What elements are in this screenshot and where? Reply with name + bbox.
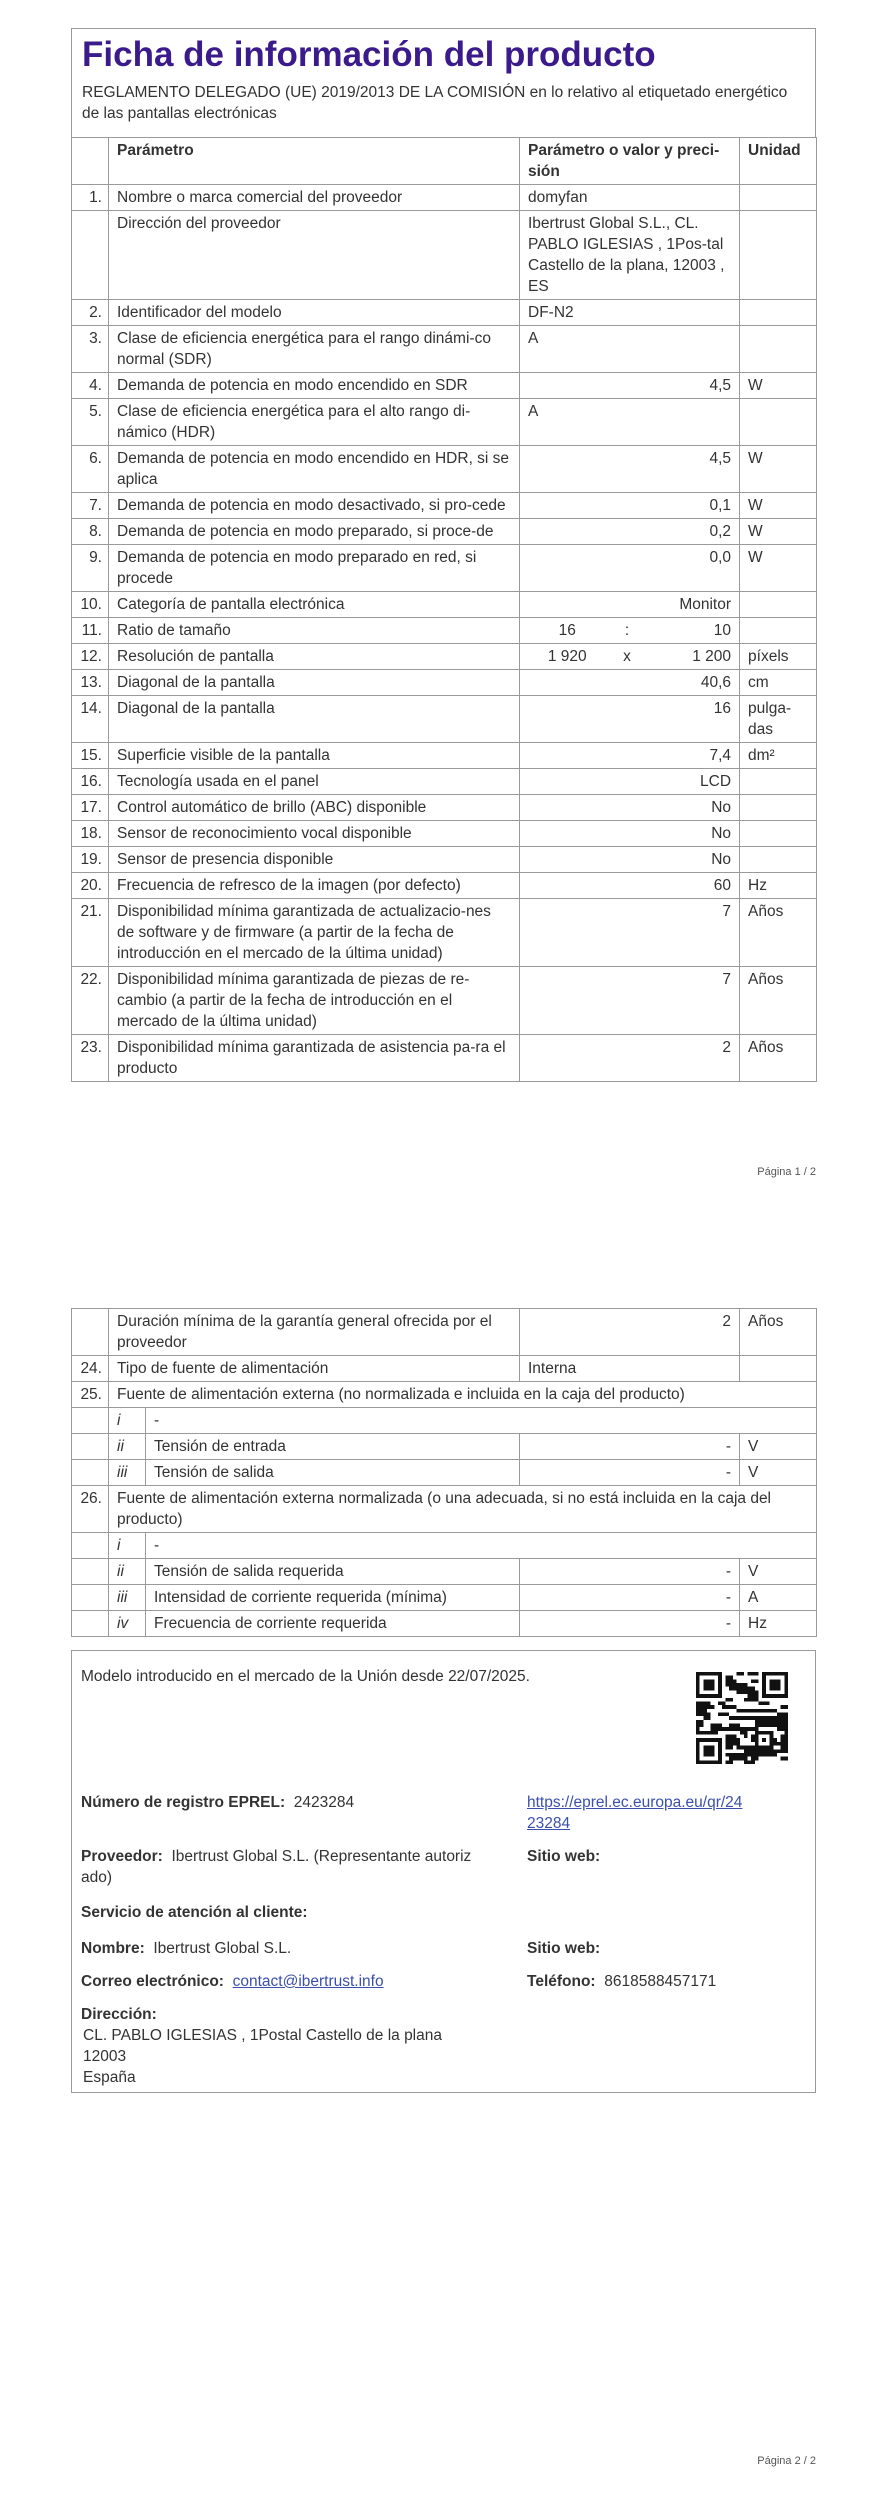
- sub-row: [72, 1408, 817, 1434]
- sub-unit: V: [740, 1559, 817, 1585]
- sub-index: iii: [109, 1460, 146, 1486]
- row-number: 4.: [72, 373, 109, 399]
- eprel-link[interactable]: [527, 1792, 742, 1834]
- sub-row: [72, 1559, 817, 1585]
- row-parameter: Control automático de brillo (ABC) disponible: [109, 795, 520, 821]
- table-row: [72, 696, 817, 743]
- sub-value: -: [520, 1434, 740, 1460]
- row-parameter: Demanda de potencia en modo encendido en HDR, si se aplica: [109, 446, 520, 493]
- row-number: 7.: [72, 493, 109, 519]
- eprel-link-line-2[interactable]: 23284: [527, 1815, 571, 1832]
- sub-row: [72, 1585, 817, 1611]
- row-parameter: Duración mínima de la garantía general ofrecida por el proveedor: [109, 1309, 520, 1356]
- row-value: Ibertrust Global S.L., CL. PABLO IGLESIAS , 1Pos-tal Castello de la plana, 12003 , ES: [520, 211, 740, 300]
- row-value: 2: [520, 1035, 740, 1082]
- row-value: 0,1: [520, 493, 740, 519]
- sub-value: -: [520, 1585, 740, 1611]
- row-unit: [740, 821, 817, 847]
- row-number: [72, 1408, 109, 1434]
- supplier-info-box: [71, 1650, 816, 2093]
- row-unit: [740, 399, 817, 446]
- row-parameter: Sensor de presencia disponible: [109, 847, 520, 873]
- row-parameter: Nombre o marca comercial del proveedor: [109, 185, 520, 211]
- row-number: 17.: [72, 795, 109, 821]
- row-value-a: 16: [520, 618, 615, 644]
- row-unit: píxels: [740, 644, 817, 670]
- row-unit: Años: [740, 1035, 817, 1082]
- row-parameter: Sensor de reconocimiento vocal disponible: [109, 821, 520, 847]
- row-value: 16: [520, 696, 740, 743]
- row-parameter: Demanda de potencia en modo preparado en red, si procede: [109, 545, 520, 592]
- row-number: 15.: [72, 743, 109, 769]
- product-sheet-header: [71, 28, 816, 138]
- row-unit: [740, 618, 817, 644]
- parameter-table-wrap: [71, 137, 817, 1082]
- supplier-label: Proveedor:: [81, 1848, 163, 1865]
- row-parameter: Categoría de pantalla electrónica: [109, 592, 520, 618]
- table-row: [72, 795, 817, 821]
- parameter-table: [71, 137, 817, 1082]
- sub-row: [72, 1460, 817, 1486]
- row-unit: [740, 592, 817, 618]
- row-parameter: Superficie visible de la pantalla: [109, 743, 520, 769]
- row-number: 21.: [72, 899, 109, 967]
- row-value: A: [520, 326, 740, 373]
- email-link[interactable]: contact@ibertrust.info: [232, 1973, 384, 1990]
- row-value: No: [520, 821, 740, 847]
- row-unit: [740, 326, 817, 373]
- row-parameter: Disponibilidad mínima garantizada de actualizacio-nes de software y de firmware (a partir de la fecha de introducción en el mercado de la última unidad): [109, 899, 520, 967]
- row-value: A: [520, 399, 740, 446]
- parameter-table-body: [72, 185, 817, 1082]
- sub-value: -: [520, 1559, 740, 1585]
- row-value-separator: x: [615, 644, 640, 670]
- address-line: España: [83, 2069, 136, 2086]
- row-number: 25.: [72, 1382, 109, 1408]
- table-row: [72, 644, 817, 670]
- row-unit: dm²: [740, 743, 817, 769]
- name-value: Ibertrust Global S.L.: [153, 1940, 292, 1957]
- table-row: [72, 592, 817, 618]
- row-unit: [740, 769, 817, 795]
- page-number-2: Página 2 / 2: [757, 2455, 816, 2467]
- row-unit: W: [740, 519, 817, 545]
- row-number: 23.: [72, 1035, 109, 1082]
- row-unit: pulga-das: [740, 696, 817, 743]
- row-number: 22.: [72, 967, 109, 1035]
- row-parameter: Clase de eficiencia energética para el rango dinámi-co normal (SDR): [109, 326, 520, 373]
- customer-service-heading: Servicio de atención al cliente:: [81, 1904, 308, 1921]
- row-unit: Años: [740, 899, 817, 967]
- table-row: [72, 493, 817, 519]
- table-row: [72, 446, 817, 493]
- row-number: [72, 1309, 109, 1356]
- table-row: [72, 1035, 817, 1082]
- row-number: 12.: [72, 644, 109, 670]
- row-number: [72, 1585, 109, 1611]
- row-number: 11.: [72, 618, 109, 644]
- row-number: 18.: [72, 821, 109, 847]
- supplier-website-label: Sitio web:: [527, 1848, 601, 1865]
- sub-row: [72, 1611, 817, 1637]
- row-number: [72, 1460, 109, 1486]
- row-value: No: [520, 847, 740, 873]
- row-parameter: Demanda de potencia en modo encendido en SDR: [109, 373, 520, 399]
- row-unit: [740, 847, 817, 873]
- eprel-label: Número de registro EPREL:: [81, 1794, 286, 1811]
- service-name: [81, 1938, 291, 1959]
- row-parameter: Tipo de fuente de alimentación: [109, 1356, 520, 1382]
- row-unit: W: [740, 545, 817, 592]
- row-unit: [740, 1356, 817, 1382]
- address-line: 12003: [83, 2048, 127, 2065]
- row-value-b: 10: [640, 618, 740, 644]
- sub-index: ii: [109, 1559, 146, 1585]
- row-value: 2: [520, 1309, 740, 1356]
- row-number: 26.: [72, 1486, 109, 1533]
- sub-parameter: Tensión de salida: [146, 1460, 520, 1486]
- sub-index: i: [109, 1533, 146, 1559]
- row-parameter: Diagonal de la pantalla: [109, 696, 520, 743]
- table-row: [72, 1486, 817, 1533]
- row-value-separator: :: [615, 618, 640, 644]
- header-number: [72, 138, 109, 185]
- table-header-row: [72, 138, 817, 185]
- row-value: 60: [520, 873, 740, 899]
- table-row: [72, 326, 817, 373]
- supplier-value: Ibertrust Global S.L. (Representante autoriz: [171, 1848, 472, 1865]
- sub-index: iii: [109, 1585, 146, 1611]
- row-value: Interna: [520, 1356, 740, 1382]
- supplier: [81, 1846, 511, 1888]
- row-value: LCD: [520, 769, 740, 795]
- row-parameter: Fuente de alimentación externa (no normalizada e incluida en la caja del producto): [109, 1382, 817, 1408]
- row-value: 7: [520, 967, 740, 1035]
- row-parameter: Demanda de potencia en modo preparado, si proce-de: [109, 519, 520, 545]
- row-value: 0,2: [520, 519, 740, 545]
- sub-unit: V: [740, 1434, 817, 1460]
- table-row: [72, 373, 817, 399]
- table-row: [72, 545, 817, 592]
- service-phone: [527, 1971, 716, 1992]
- sub-row: [72, 1434, 817, 1460]
- regulation-subtitle: REGLAMENTO DELEGADO (UE) 2019/2013 DE LA COMISIÓN en lo relativo al etiquetado energético de las pantallas electrónicas: [82, 84, 788, 122]
- row-value-b: 1 200: [640, 644, 740, 670]
- row-number: 8.: [72, 519, 109, 545]
- row-parameter: Fuente de alimentación externa normalizada (o una adecuada, si no está incluida en la caja del producto): [109, 1486, 817, 1533]
- eprel-registration: [81, 1792, 354, 1813]
- table-row: [72, 743, 817, 769]
- sub-parameter: Tensión de salida requerida: [146, 1559, 520, 1585]
- eprel-link-line-1[interactable]: https://eprel.ec.europa.eu/qr/24: [527, 1794, 743, 1811]
- sub-parameter: -: [146, 1408, 817, 1434]
- table-row: [72, 1356, 817, 1382]
- row-value: 7: [520, 899, 740, 967]
- address-label: Dirección:: [81, 2006, 157, 2023]
- sub-parameter: Tensión de entrada: [146, 1434, 520, 1460]
- table-row: [72, 211, 817, 300]
- row-number: 14.: [72, 696, 109, 743]
- row-value: 40,6: [520, 670, 740, 696]
- row-parameter: Tecnología usada en el panel: [109, 769, 520, 795]
- row-number: 20.: [72, 873, 109, 899]
- row-value: 0,0: [520, 545, 740, 592]
- row-number: [72, 1434, 109, 1460]
- row-number: 5.: [72, 399, 109, 446]
- row-unit: [740, 211, 817, 300]
- table-row: [72, 185, 817, 211]
- row-value: 4,5: [520, 373, 740, 399]
- sub-row: [72, 1533, 817, 1559]
- row-unit: Hz: [740, 873, 817, 899]
- table-row: [72, 1309, 817, 1356]
- page-title: Ficha de información del producto: [82, 35, 656, 74]
- row-number: 16.: [72, 769, 109, 795]
- row-number: 19.: [72, 847, 109, 873]
- row-unit: [740, 795, 817, 821]
- row-value: 7,4: [520, 743, 740, 769]
- row-parameter: Frecuencia de refresco de la imagen (por defecto): [109, 873, 520, 899]
- phone-label: Teléfono:: [527, 1973, 596, 1990]
- row-unit: W: [740, 373, 817, 399]
- row-unit: [740, 300, 817, 326]
- row-parameter: Diagonal de la pantalla: [109, 670, 520, 696]
- address-line: CL. PABLO IGLESIAS , 1Postal Castello de la plana: [83, 2027, 442, 2044]
- table-row: [72, 899, 817, 967]
- row-parameter: Disponibilidad mínima garantizada de asistencia pa-ra el producto: [109, 1035, 520, 1082]
- qr-code-icon[interactable]: [696, 1672, 788, 1764]
- row-value: No: [520, 795, 740, 821]
- email-label: Correo electrónico:: [81, 1973, 224, 1990]
- header-unit: Unidad: [740, 138, 817, 185]
- row-value: domyfan: [520, 185, 740, 211]
- row-number: 10.: [72, 592, 109, 618]
- table-row: [72, 670, 817, 696]
- page2-table-wrap: [71, 1308, 817, 1637]
- row-number: 1.: [72, 185, 109, 211]
- row-number: 2.: [72, 300, 109, 326]
- table-row: [72, 399, 817, 446]
- row-value-a: 1 920: [520, 644, 615, 670]
- row-unit: W: [740, 446, 817, 493]
- sub-value: -: [520, 1460, 740, 1486]
- name-label: Nombre:: [81, 1940, 145, 1957]
- row-parameter: Demanda de potencia en modo desactivado, si pro-cede: [109, 493, 520, 519]
- sub-value: -: [520, 1611, 740, 1637]
- row-value: 4,5: [520, 446, 740, 493]
- table-row: [72, 873, 817, 899]
- table-row: [72, 967, 817, 1035]
- sub-parameter: Intensidad de corriente requerida (mínima): [146, 1585, 520, 1611]
- row-number: 24.: [72, 1356, 109, 1382]
- eprel-value: 2423284: [293, 1794, 355, 1811]
- sub-unit: A: [740, 1585, 817, 1611]
- sub-index: i: [109, 1408, 146, 1434]
- row-parameter: Dirección del proveedor: [109, 211, 520, 300]
- row-number: [72, 1559, 109, 1585]
- row-number: [72, 1533, 109, 1559]
- table-row: [72, 618, 817, 644]
- row-unit: cm: [740, 670, 817, 696]
- row-number: [72, 1611, 109, 1637]
- table-row: [72, 769, 817, 795]
- sub-index: ii: [109, 1434, 146, 1460]
- row-parameter: Disponibilidad mínima garantizada de piezas de re-cambio (a partir de la fecha de introducción en el mercado de la última unidad): [109, 967, 520, 1035]
- row-parameter: Identificador del modelo: [109, 300, 520, 326]
- sub-unit: V: [740, 1460, 817, 1486]
- phone-value: 8618588457171: [604, 1973, 717, 1990]
- table-row: [72, 821, 817, 847]
- table-row: [72, 300, 817, 326]
- header-value: Parámetro o valor y preci-sión: [520, 138, 740, 185]
- row-parameter: Resolución de pantalla: [109, 644, 520, 670]
- service-address: [81, 2004, 442, 2088]
- table-row: [72, 519, 817, 545]
- header-parameter: Parámetro: [109, 138, 520, 185]
- page-number-1: Página 1 / 2: [757, 1166, 816, 1178]
- sub-unit: Hz: [740, 1611, 817, 1637]
- row-value: DF-N2: [520, 300, 740, 326]
- row-number: 6.: [72, 446, 109, 493]
- power-supply-table: [71, 1308, 817, 1637]
- row-unit: [740, 185, 817, 211]
- sub-index: iv: [109, 1611, 146, 1637]
- service-email: [81, 1971, 384, 1992]
- row-parameter: Clase de eficiencia energética para el alto rango di-námico (HDR): [109, 399, 520, 446]
- service-website-label: Sitio web:: [527, 1940, 601, 1957]
- row-number: 3.: [72, 326, 109, 373]
- market-date-text: Modelo introducido en el mercado de la Unión desde 22/07/2025.: [81, 1668, 530, 1685]
- row-unit: W: [740, 493, 817, 519]
- row-parameter: Ratio de tamaño: [109, 618, 520, 644]
- row-number: 9.: [72, 545, 109, 592]
- row-value: Monitor: [520, 592, 740, 618]
- sub-parameter: Frecuencia de corriente requerida: [146, 1611, 520, 1637]
- row-number: 13.: [72, 670, 109, 696]
- row-unit: Años: [740, 1309, 817, 1356]
- sub-parameter: -: [146, 1533, 817, 1559]
- row-unit: Años: [740, 967, 817, 1035]
- row-number: [72, 211, 109, 300]
- table-row: [72, 1382, 817, 1408]
- supplier-value-cont: ado): [81, 1869, 113, 1886]
- table-row: [72, 847, 817, 873]
